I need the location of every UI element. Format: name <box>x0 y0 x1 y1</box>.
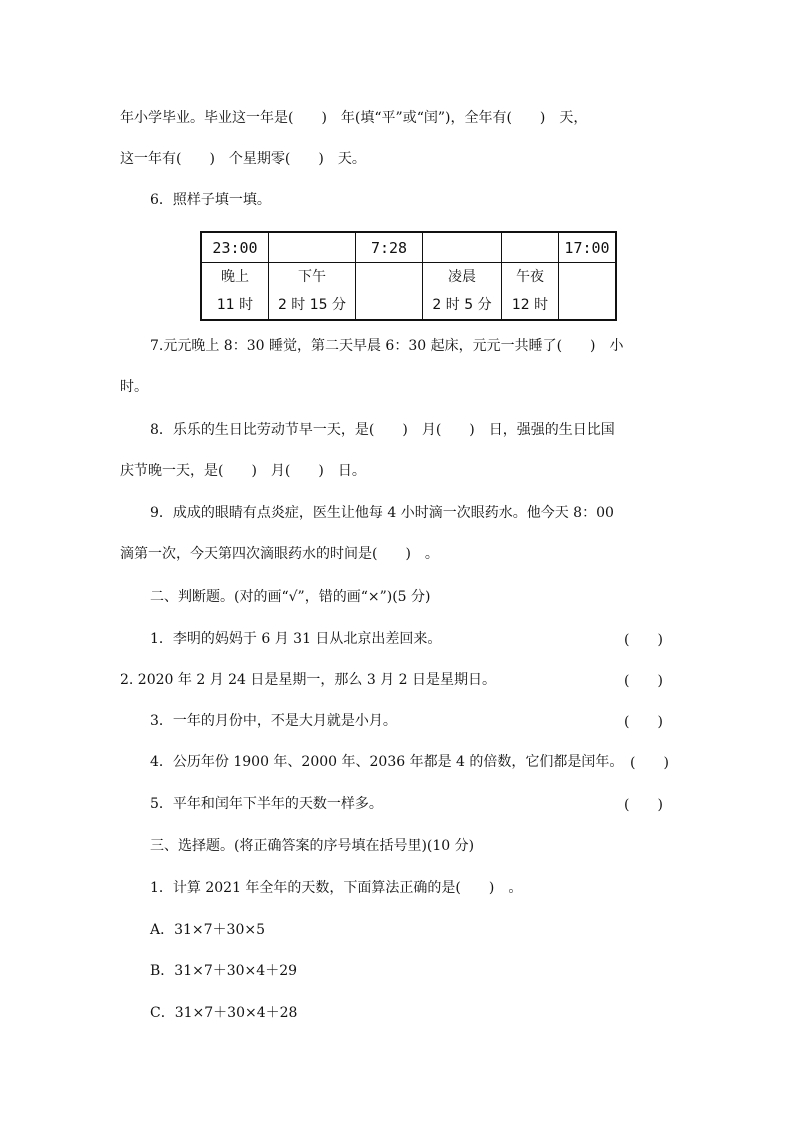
time-table <box>200 231 617 321</box>
choice-option-a: A．31×7＋30×5 <box>150 922 266 938</box>
time-words-period: 晚上 <box>221 269 249 285</box>
time-words-cell <box>502 263 559 321</box>
time-words-cell-blank[interactable] <box>559 263 617 321</box>
q9-line-2: 滴第一次，今天第四次滴眼药水的时间是( ) 。 <box>120 546 439 562</box>
time-words-cell <box>423 263 502 321</box>
time-cell-blank[interactable] <box>502 232 559 263</box>
time-words-cell <box>269 263 356 321</box>
judge-answer-2[interactable]: ( ) <box>624 673 663 689</box>
choice-option-c: C．31×7＋30×4＋28 <box>150 1005 298 1021</box>
judge-item-2: 2. 2020 年 2 月 24 日是星期一，那么 3 月 2 日是星期日。 <box>120 672 497 688</box>
judge-item-5: 5．平年和闰年下半年的天数一样多。 <box>150 796 383 812</box>
choice-option-b: B．31×7＋30×4＋29 <box>150 963 298 979</box>
time-words-hour: 2 时 15 分 <box>277 297 347 313</box>
q5-line-2: 这一年有( ) 个星期零( ) 天。 <box>120 151 366 167</box>
q8-line-1: 8．乐乐的生日比劳动节早一天，是( ) 月( ) 日，强强的生日比国 <box>150 422 615 438</box>
time-table-row-words <box>201 263 616 321</box>
time-cell: 23:00 <box>201 232 269 263</box>
time-words-hour: 12 时 <box>511 297 549 313</box>
time-words-period: 午夜 <box>516 269 544 285</box>
q7-line-2: 时。 <box>120 379 148 395</box>
q8-line-2: 庆节晚一天，是( ) 月( ) 日。 <box>120 463 366 479</box>
judge-answer-1[interactable]: ( ) <box>624 632 663 648</box>
time-words-hour: 2 时 5 分 <box>432 297 492 313</box>
judge-answer-4[interactable]: ( ) <box>630 755 669 771</box>
judge-item-3: 3．一年的月份中，不是大月就是小月。 <box>150 713 397 729</box>
section-3-title: 三、选择题。(将正确答案的序号填在括号里)(10 分) <box>150 838 475 854</box>
judge-item-1: 1．李明的妈妈于 6 月 31 日从北京出差回来。 <box>150 631 442 647</box>
q6-text: 6．照样子填一填。 <box>150 192 271 208</box>
q7-line-1: 7.元元晚上 8：30 睡觉，第二天早晨 6：30 起床，元元一共睡了( ) 小 <box>150 338 624 354</box>
time-words-period: 凌晨 <box>448 269 476 285</box>
judge-answer-3[interactable]: ( ) <box>624 714 663 730</box>
q9-line-1: 9．成成的眼睛有点炎症，医生让他每 4 小时滴一次眼药水。他今天 8：00 <box>150 505 614 521</box>
time-cell-blank[interactable] <box>269 232 356 263</box>
time-table-row-digital <box>201 232 616 263</box>
choice-q1: 1．计算 2021 年全年的天数，下面算法正确的是( ) 。 <box>150 880 523 896</box>
time-words-cell <box>201 263 269 321</box>
time-cell: 17:00 <box>559 232 617 263</box>
time-words-period: 下午 <box>298 269 326 285</box>
section-2-title: 二、判断题。(对的画“√”，错的画“×”)(5 分) <box>150 589 431 605</box>
time-words-cell-blank[interactable] <box>356 263 423 321</box>
q5-line-1: 年小学毕业。毕业这一年是( ) 年(填“平”或“闰”)，全年有( ) 天， <box>120 110 588 126</box>
time-cell: 7:28 <box>356 232 423 263</box>
judge-item-4: 4．公历年份 1900 年、2000 年、2036 年都是 4 的倍数，它们都是闰年。 <box>150 754 624 770</box>
judge-answer-5[interactable]: ( ) <box>624 797 663 813</box>
time-words-hour: 11 时 <box>216 297 254 313</box>
time-cell-blank[interactable] <box>423 232 502 263</box>
